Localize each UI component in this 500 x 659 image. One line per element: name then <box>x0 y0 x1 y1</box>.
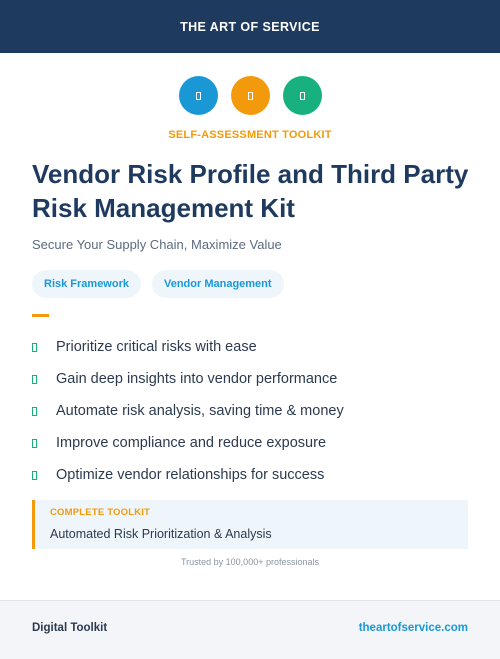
eyebrow-label: SELF-ASSESSMENT TOOLKIT <box>168 129 332 141</box>
check-icon <box>32 471 37 480</box>
document-icon <box>196 92 201 100</box>
document-icon <box>248 92 253 100</box>
check-icon <box>32 375 37 384</box>
check-icon <box>32 407 37 416</box>
feature-item <box>32 331 472 363</box>
icon-circle-green <box>283 76 322 115</box>
document-icon <box>300 92 305 100</box>
trusted-note: Trusted by 100,000+ professionals <box>180 557 319 567</box>
icon-row <box>0 76 500 115</box>
website-link[interactable]: theartofservice.com <box>358 622 468 634</box>
feature-text: Optimize vendor relationships for success <box>56 467 325 483</box>
feature-text: Improve compliance and reduce exposure <box>56 435 327 451</box>
feature-text: Automate risk analysis, saving time & money <box>56 403 344 419</box>
check-icon <box>32 343 37 352</box>
brand-name: THE ART OF SERVICE <box>180 19 320 34</box>
subtitle: Secure Your Supply Chain, Maximize Value <box>32 237 282 252</box>
icon-circle-blue <box>179 76 218 115</box>
page-title: Vendor Risk Profile and Third Party Risk Management Kit <box>32 159 469 223</box>
feature-list <box>32 331 472 491</box>
feature-item <box>32 395 472 427</box>
tag-risk-framework[interactable]: Risk Framework <box>32 270 141 298</box>
feature-item <box>32 427 472 459</box>
feature-item <box>32 459 472 491</box>
footer-label: Digital Toolkit <box>32 622 108 634</box>
toolkit-panel <box>32 500 468 549</box>
panel-label: COMPLETE TOOLKIT <box>50 507 151 518</box>
accent-divider <box>32 314 49 317</box>
tag-vendor-management[interactable]: Vendor Management <box>152 270 284 298</box>
panel-text: Automated Risk Prioritization & Analysis <box>50 527 272 541</box>
feature-item <box>32 363 472 395</box>
feature-text: Prioritize critical risks with ease <box>56 339 257 355</box>
feature-text: Gain deep insights into vendor performance <box>56 371 338 387</box>
tag-list <box>32 270 284 298</box>
check-icon <box>32 439 37 448</box>
icon-circle-orange <box>231 76 270 115</box>
header-bar <box>0 0 500 53</box>
footer <box>0 600 500 659</box>
